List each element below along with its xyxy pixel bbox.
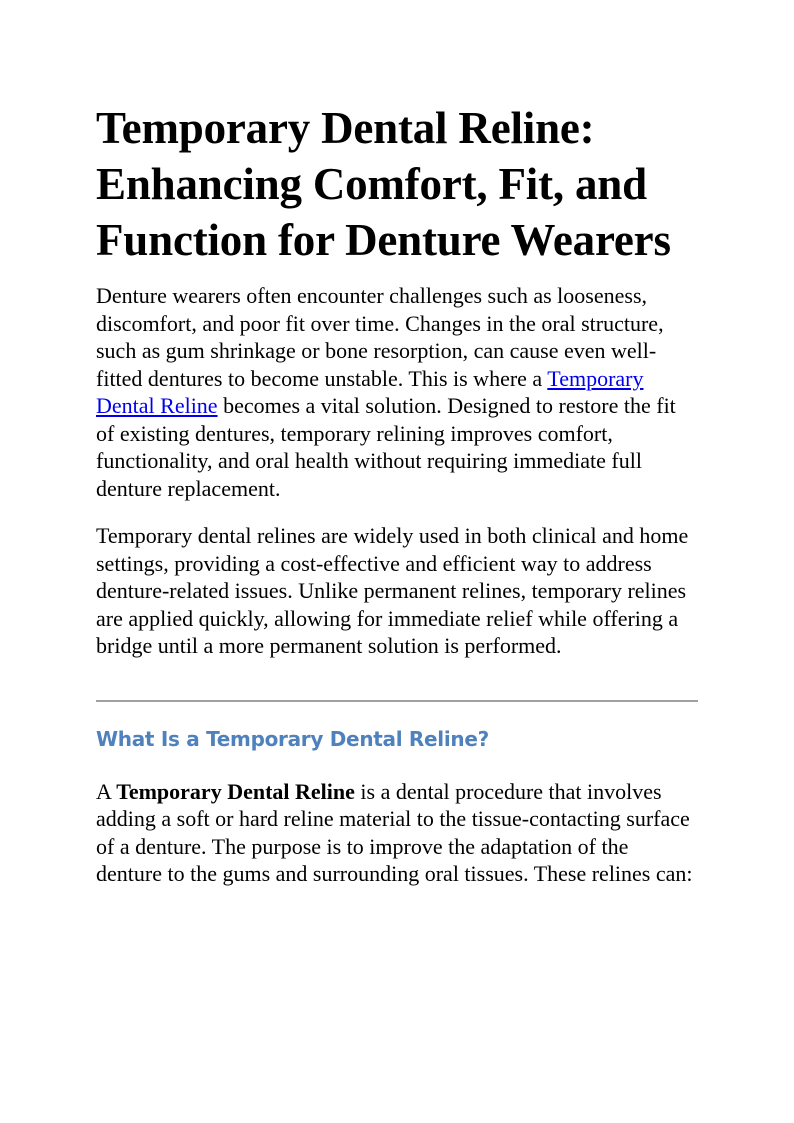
body-paragraph-2: Temporary dental relines are widely used in both clinical and home settings, providing a cost-effective and efficient way to address denture-related issues. Unlike permanent relines, temporary relines are applied quickly, allowing for immediate relief while offering a bridge until a more permanent solution is performed.	[96, 523, 689, 658]
intro-text-after-link: becomes a vital solution. Designed to restore the fit of existing dentures, temporary relining improves comfort, functionality, and oral health without requiring immediate full denture replacement.	[96, 393, 676, 501]
horizontal-divider	[96, 700, 698, 702]
intro-text-before-link: Denture wearers often encounter challenges such as looseness, discomfort, and poor fit over time. Changes in the oral structure, such as gum shrinkage or bone resorption, can cause even well-fitted dentures to become unstable. This is where a	[96, 283, 664, 391]
temporary-dental-reline-link[interactable]: Temporary Dental Reline	[96, 365, 644, 418]
section-body: is a dental procedure that involves adding a soft or hard reline material to the tissue-contacting surface of a denture. The purpose is to improve the adaptation of the denture to the gums and surrounding oral tissues. These relines can:	[96, 778, 693, 886]
section-paragraph	[96, 778, 698, 888]
article-title: Temporary Dental Reline: Enhancing Comfort, Fit, and Function for Denture Wearers	[96, 103, 671, 265]
section-lead: A	[96, 778, 117, 804]
section-heading: What Is a Temporary Dental Reline?	[96, 726, 489, 751]
intro-paragraph	[96, 282, 698, 502]
document-page	[96, 100, 698, 888]
bold-term: Temporary Dental Reline	[116, 778, 355, 804]
